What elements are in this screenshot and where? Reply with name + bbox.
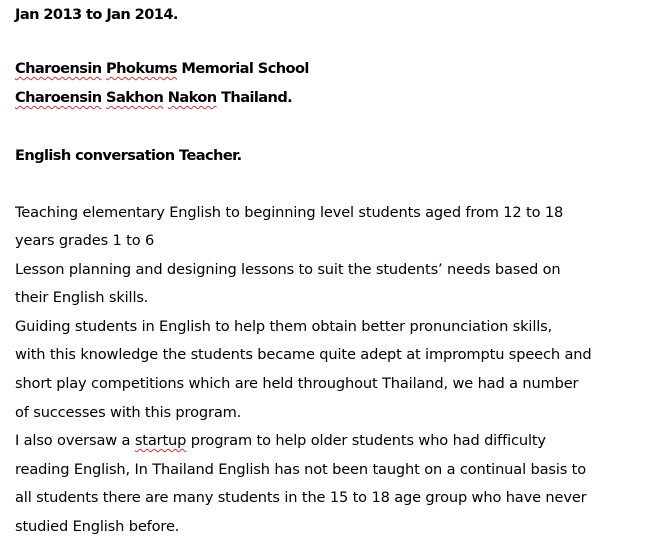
body-line: Lesson planning and designing lessons to suit the students’ needs based on — [15, 261, 561, 278]
body-line: with this knowledge the students became quite adept at impromptu speech and — [15, 346, 592, 363]
spellcheck-flagged-word[interactable]: Phokums — [106, 60, 177, 77]
date-range: Jan 2013 to Jan 2014. — [15, 6, 178, 23]
body-line: all students there are many students in the 15 to 18 age group who have never — [15, 489, 587, 506]
employer-location-rest: Thailand. — [221, 89, 293, 106]
body-line: of successes with this program. — [15, 404, 242, 421]
employer-name-rest: Memorial School — [181, 60, 309, 77]
body-line-startup — [15, 431, 546, 451]
body-line: short play competitions which are held throughout Thailand, we had a number — [15, 375, 579, 392]
spellcheck-flagged-word[interactable]: Charoensin — [15, 89, 102, 106]
body-line: studied English before. — [15, 518, 180, 535]
body-line: their English skills. — [15, 289, 149, 306]
body-line: Guiding students in English to help them obtain better pronunciation skills, — [15, 318, 553, 335]
body-line: years grades 1 to 6 — [15, 232, 155, 249]
text-fragment: I also oversaw a — [15, 432, 135, 449]
body-line: Teaching elementary English to beginning level students aged from 12 to 18 — [15, 204, 564, 221]
employer-location-line — [15, 88, 292, 108]
body-line: reading English, In Thailand English has not been taught on a continual basis to — [15, 461, 587, 478]
spellcheck-flagged-word[interactable]: startup — [134, 432, 187, 449]
spellcheck-flagged-word[interactable]: Sakhon — [106, 89, 164, 106]
spellcheck-flagged-word[interactable]: Nakon — [167, 89, 217, 106]
spellcheck-flagged-word[interactable]: Charoensin — [15, 60, 102, 77]
job-title: English conversation Teacher. — [15, 147, 242, 164]
employer-name-line — [15, 59, 309, 79]
text-fragment: program to help older students who had difficulty — [186, 432, 546, 449]
